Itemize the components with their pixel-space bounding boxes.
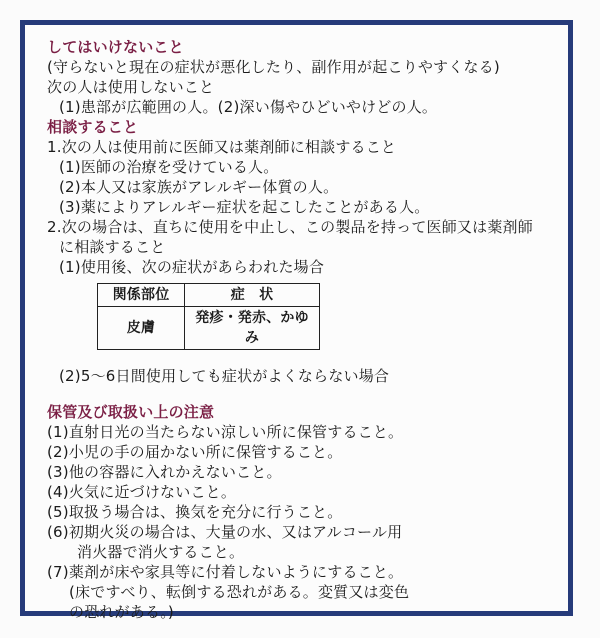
storage-item: (6)初期火災の場合は、大量の水、又はアルコール用: [47, 523, 403, 541]
consult-subitem: (1)医師の治療を受けている人。: [59, 158, 279, 176]
section-heading-storage: 保管及び取扱い上の注意: [47, 403, 215, 421]
warning-box: [20, 20, 573, 621]
storage-item: (7)薬剤が床や家具等に付着しないようにすること。: [47, 563, 404, 581]
consult-subitem: (2)本人又は家族がアレルギー体質の人。: [59, 178, 339, 196]
donts-instruction: 次の人は使用しないこと: [47, 78, 215, 96]
consult-subitem: (2)5～6日間使用しても症状がよくならない場合: [59, 367, 390, 385]
storage-item-note: の恐れがある。): [69, 603, 174, 621]
storage-item-cont: 消火器で消火すること。: [77, 543, 245, 561]
consult-subitem: (3)薬によりアレルギー症状を起こしたことがある人。: [59, 198, 430, 216]
storage-item: (5)取扱う場合は、換気を充分に行うこと。: [47, 503, 343, 521]
table-cell: 発疹・発赤、かゆみ: [185, 307, 320, 350]
storage-item: (4)火気に近づけないこと。: [47, 483, 237, 501]
consult-item-1: 1.次の人は使用前に医師又は薬剤師に相談すること: [47, 138, 397, 156]
symptom-table: [97, 283, 320, 350]
table-header-row: [98, 284, 320, 307]
table-header-cell: 症 状: [185, 284, 320, 307]
consult-subitem: (1)使用後、次の症状があらわれた場合: [59, 258, 325, 276]
storage-item: (2)小児の手の届かない所に保管すること。: [47, 443, 343, 461]
warning-content: [47, 37, 558, 622]
table-cell: 皮膚: [98, 307, 185, 350]
donts-item: (1)患部が広範囲の人。(2)深い傷やひどいやけどの人。: [59, 98, 438, 116]
consult-item-2: 2.次の場合は、直ちに使用を中止し、この製品を持って医師又は薬剤師: [47, 218, 533, 236]
section-heading-consult: 相談すること: [47, 118, 139, 136]
table-header-cell: 関係部位: [98, 284, 185, 307]
section-heading-donts: してはいけないこと: [47, 38, 184, 56]
storage-item-note: (床ですべり、転倒する恐れがある。変質又は変色: [69, 583, 410, 601]
storage-item: (1)直射日光の当たらない涼しい所に保管すること。: [47, 423, 404, 441]
consult-item-2-cont: に相談すること: [59, 238, 166, 256]
storage-item: (3)他の容器に入れかえないこと。: [47, 463, 282, 481]
donts-note: (守らないと現在の症状が悪化したり、副作用が起こりやすくなる): [47, 58, 500, 76]
table-row: [98, 307, 320, 350]
